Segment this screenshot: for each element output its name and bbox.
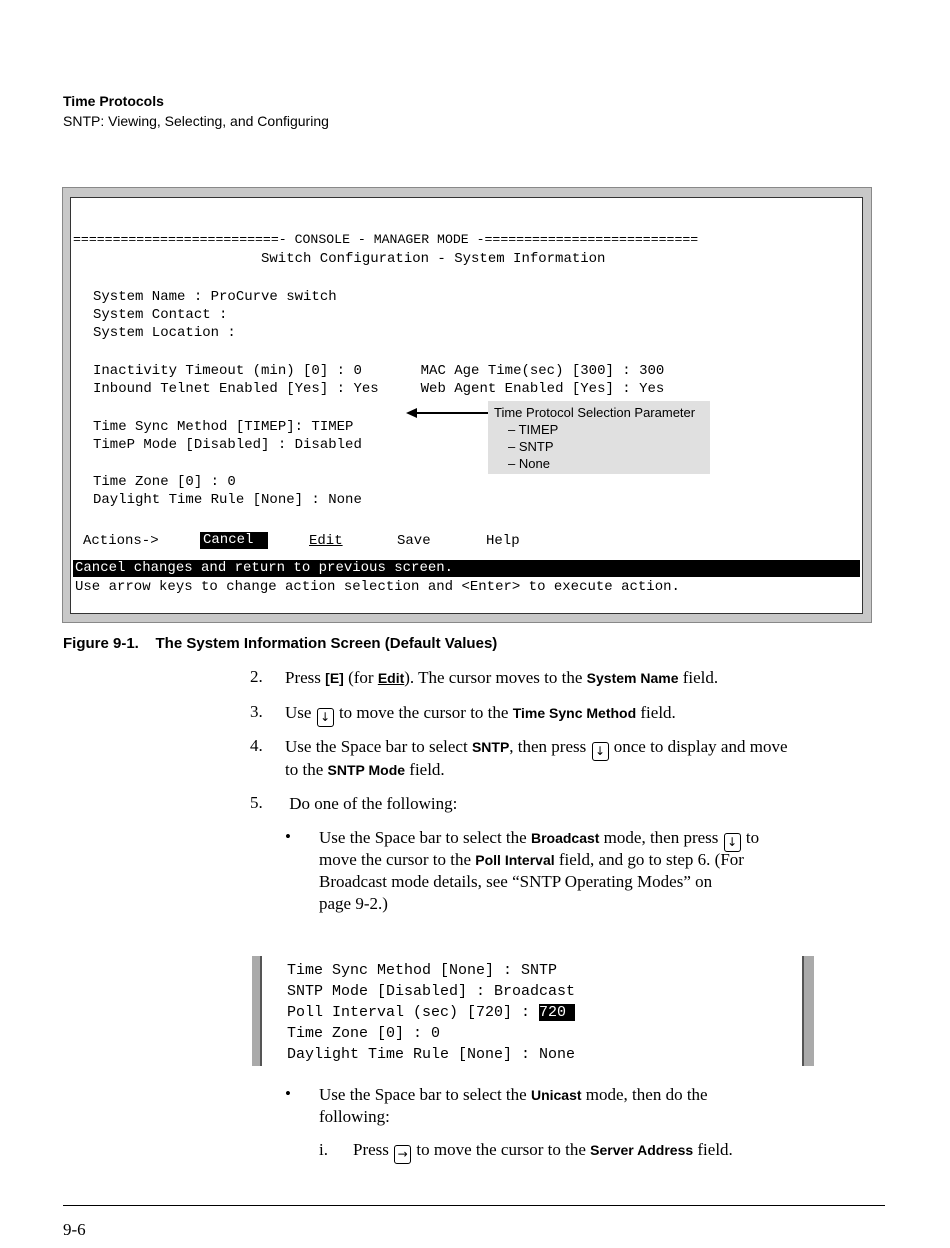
down-arrow-key-icon: ↓	[592, 742, 609, 761]
inactivity-timeout-row[interactable]: Inactivity Timeout (min) [0] : 0 MAC Age Time(sec) [300] : 300	[93, 363, 665, 379]
callout-arrow-line	[416, 412, 488, 414]
footer-divider	[63, 1205, 885, 1206]
step-number: 3.	[250, 702, 263, 721]
inbound-telnet-row[interactable]: Inbound Telnet Enabled [Yes] : Yes Web Agent Enabled [Yes] : Yes	[93, 381, 665, 397]
bullet-icon: •	[285, 827, 291, 846]
substep-i-text: Press → to move the cursor to the Server Address field.	[353, 1139, 733, 1164]
step-number: 2.	[250, 667, 263, 686]
poll-interval-field[interactable]: Poll Interval (sec) [720] : 720	[287, 1004, 576, 1021]
running-header-title: Time Protocols	[63, 93, 164, 109]
callout-option-sntp: – SNTP	[508, 439, 554, 454]
poll-interval-value[interactable]: 720	[539, 1004, 576, 1021]
running-header-subtitle: SNTP: Viewing, Selecting, and Configuring	[63, 113, 329, 129]
system-name-field[interactable]: System Name : ProCurve switch	[93, 289, 337, 305]
console-screenshot-frame	[62, 187, 872, 623]
figure-caption: Figure 9-1. The System Information Screen (Default Values)	[63, 635, 498, 652]
bullet-icon: •	[285, 1084, 291, 1103]
time-zone-field[interactable]: Time Zone [0] : 0	[287, 1025, 441, 1042]
console-screen	[70, 197, 863, 614]
step-number: 5.	[250, 793, 263, 812]
screenshot-left-edge	[252, 956, 262, 1066]
system-location-field[interactable]: System Location :	[93, 325, 236, 341]
console-banner: ==========================- CONSOLE - MANAGER MODE -===========================	[73, 232, 699, 247]
cancel-action[interactable]: Cancel	[200, 532, 268, 549]
time-protocol-callout	[488, 401, 710, 474]
timep-mode-field[interactable]: TimeP Mode [Disabled] : Disabled	[93, 437, 362, 453]
callout-arrow-icon	[406, 408, 417, 418]
right-arrow-key-icon: →	[394, 1145, 411, 1164]
step-3-text: Use ↓ to move the cursor to the Time Sync Method field.	[285, 702, 676, 727]
time-sync-method-field[interactable]: Time Sync Method [TIMEP]: TIMEP	[93, 419, 354, 435]
time-sync-method-field[interactable]: Time Sync Method [None] : SNTP	[287, 962, 558, 979]
page-number: 9-6	[63, 1220, 86, 1239]
step-2-text: Press [E] (for Edit). The cursor moves to the System Name field.	[285, 668, 719, 687]
actions-label: Actions->	[83, 533, 159, 549]
help-line: Use arrow keys to change action selection and <Enter> to execute action.	[75, 579, 680, 595]
system-contact-field[interactable]: System Contact :	[93, 307, 228, 323]
edit-action[interactable]: Edit	[309, 533, 343, 549]
daylight-time-rule-field[interactable]: Daylight Time Rule [None] : None	[93, 492, 362, 508]
step-5-text: Do one of the following:	[285, 794, 458, 813]
callout-option-none: – None	[508, 456, 550, 471]
callout-title: Time Protocol Selection Parameter	[494, 405, 696, 420]
substep-number: i.	[319, 1140, 328, 1159]
callout-option-timep: – TIMEP	[508, 422, 559, 437]
down-arrow-key-icon: ↓	[317, 708, 334, 727]
status-line: Cancel changes and return to previous screen.	[73, 560, 860, 577]
console-screen-title: Switch Configuration - System Information	[261, 251, 606, 267]
step-4-text-cont: to the SNTP Mode field.	[285, 760, 445, 779]
unicast-bullet-text: Use the Space bar to select the Unicast mode, then do the	[319, 1085, 708, 1104]
sntp-broadcast-screenshot	[252, 956, 814, 1066]
save-action[interactable]: Save	[397, 533, 431, 549]
unicast-bullet-text-cont: following:	[319, 1107, 390, 1126]
help-action[interactable]: Help	[486, 533, 520, 549]
step-4-text: Use the Space bar to select SNTP, then press ↓ once to display and move	[285, 736, 788, 761]
broadcast-bullet-text-cont: move the cursor to the Poll Interval field, and go to step 6. (For	[319, 850, 744, 869]
broadcast-bullet-text-cont2: Broadcast mode details, see “SNTP Operating Modes” on	[319, 872, 713, 891]
daylight-time-rule-field[interactable]: Daylight Time Rule [None] : None	[287, 1046, 576, 1063]
time-zone-field[interactable]: Time Zone [0] : 0	[93, 474, 236, 490]
step-number: 4.	[250, 736, 263, 755]
broadcast-bullet-text-cont3: page 9-2.)	[319, 894, 388, 913]
sntp-mode-field[interactable]: SNTP Mode [Disabled] : Broadcast	[287, 983, 576, 1000]
down-arrow-key-icon: ↓	[724, 833, 741, 852]
broadcast-bullet-text: Use the Space bar to select the Broadcast mode, then press ↓ to	[319, 827, 759, 852]
screenshot-right-edge	[802, 956, 814, 1066]
